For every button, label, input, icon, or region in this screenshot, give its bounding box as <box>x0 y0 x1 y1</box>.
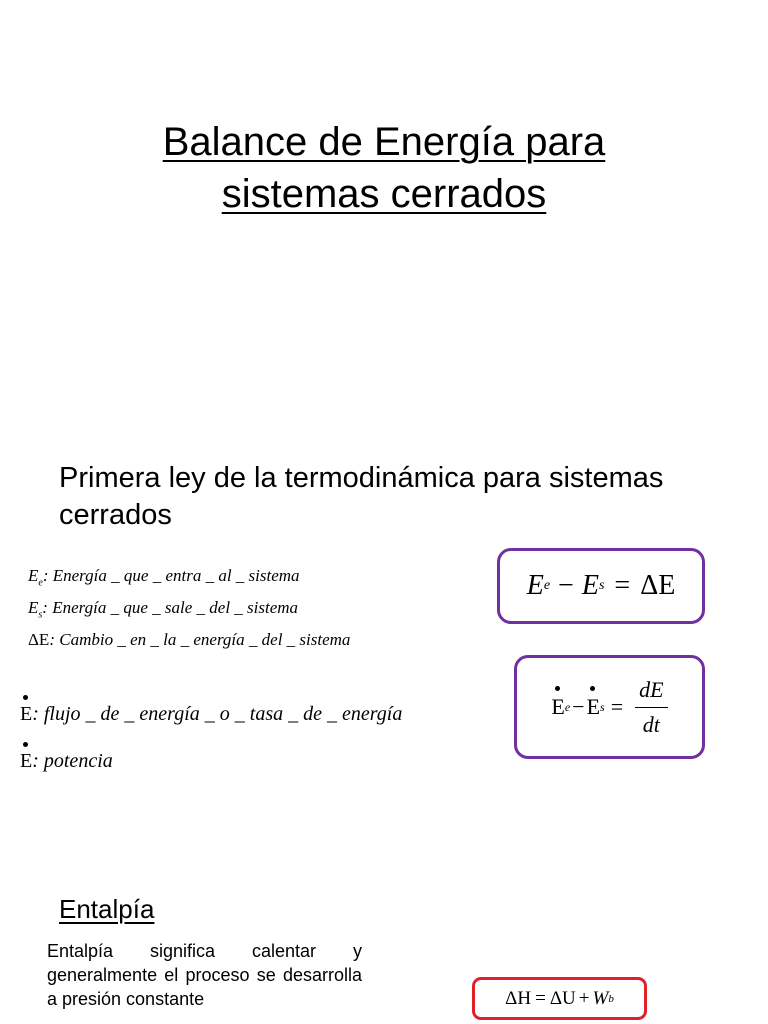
enthalpy-equation-box: ΔH = ΔU + W b <box>472 977 647 1020</box>
enthalpy-heading: Entalpía <box>59 894 155 924</box>
first-law-heading: Primera ley de la termodinámica para sistemas cerrados <box>59 462 664 531</box>
definition-energy-rate: E: flujo _ de _ energía _ o _ tasa _ de _ energía <box>20 703 403 725</box>
title-line-1: Balance de Energía para <box>162 120 606 164</box>
definition-energy-change: ΔE: Cambio _ en _ la _ energía _ del _ sistema <box>28 630 351 649</box>
definition-power: E: potencia <box>20 750 113 772</box>
definition-energy-in: $E_e$: Energía _ que _ entra _ al _ sistema <box>28 566 300 589</box>
slide-title <box>0 116 768 220</box>
energy-balance-equation-box: E e − E s = ΔE <box>497 548 705 624</box>
definition-energy-out: $E_s$: Energía _ que _ sale _ del _ sistema <box>28 598 299 621</box>
energy-rate-equation-box: E e − E s = $\frac{dE}{dt}$ <box>514 655 705 759</box>
enthalpy-paragraph: Entalpía significa calentar y generalmente el proceso se desarrolla a presión constante <box>47 941 362 1009</box>
title-line-2: sistemas cerrados <box>221 172 547 216</box>
